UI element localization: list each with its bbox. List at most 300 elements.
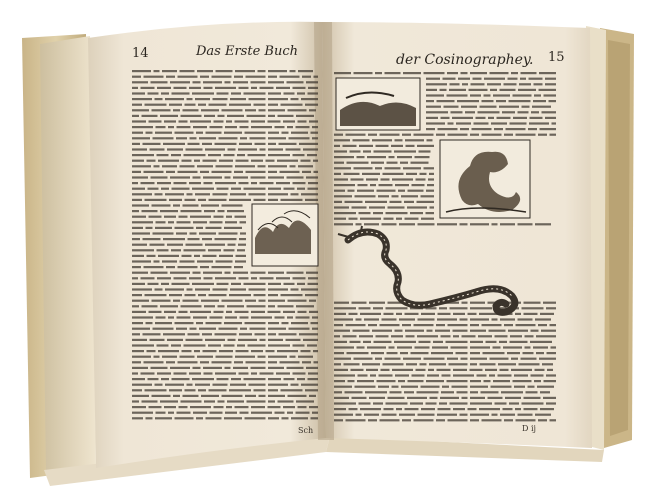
text-line-segment	[309, 406, 318, 408]
text-line-segment	[251, 120, 265, 122]
text-line-segment	[420, 173, 427, 175]
text-line-segment	[334, 369, 348, 371]
text-line-segment	[359, 335, 373, 337]
text-line-segment	[523, 352, 534, 354]
text-line-segment	[194, 350, 200, 352]
text-line-segment	[193, 316, 207, 318]
text-line-segment	[201, 204, 219, 206]
text-line-segment	[487, 83, 501, 85]
text-line-segment	[132, 266, 141, 268]
text-line-segment	[268, 272, 284, 274]
text-line-segment	[545, 83, 556, 85]
text-line-segment	[334, 139, 350, 141]
text-line-segment	[287, 412, 293, 414]
text-line-segment	[132, 311, 146, 313]
text-line-segment	[244, 92, 266, 94]
text-line-segment	[173, 395, 180, 397]
text-line-segment	[235, 356, 255, 358]
text-line-segment	[275, 316, 285, 318]
text-line-segment	[226, 120, 232, 122]
text-line-segment	[132, 244, 147, 246]
text-line-segment	[203, 160, 217, 162]
text-line-segment	[375, 358, 382, 360]
text-line-segment	[514, 374, 528, 376]
text-line-segment	[251, 81, 266, 83]
text-line-segment	[239, 182, 249, 184]
text-line-segment	[421, 408, 435, 410]
text-line-segment	[334, 414, 353, 416]
text-line-segment	[437, 369, 451, 371]
text-line-segment	[175, 132, 194, 134]
text-line-segment	[407, 206, 427, 208]
text-line-segment	[210, 316, 223, 318]
text-line-segment	[416, 178, 426, 180]
text-line-segment	[418, 318, 435, 320]
text-line-segment	[147, 255, 156, 257]
text-line-segment	[365, 201, 387, 203]
text-line-segment	[426, 94, 444, 96]
text-line-segment	[351, 178, 364, 180]
text-line-segment	[165, 288, 184, 290]
text-line-segment	[215, 182, 236, 184]
text-line-segment	[490, 72, 509, 74]
text-line-segment	[193, 126, 207, 128]
text-line-segment	[334, 218, 346, 220]
text-line-segment	[234, 266, 243, 268]
text-line-segment	[441, 391, 454, 393]
text-line-segment	[249, 98, 266, 100]
text-line-segment	[206, 132, 222, 134]
text-line-segment	[154, 356, 160, 358]
text-line-segment	[410, 212, 423, 214]
text-line-segment	[251, 160, 263, 162]
text-line-segment	[132, 238, 140, 240]
text-line-segment	[436, 134, 445, 136]
text-line-segment	[334, 190, 345, 192]
text-line-segment	[305, 294, 318, 296]
text-line-segment	[334, 386, 352, 388]
text-line-segment	[368, 134, 377, 136]
text-line-segment	[488, 117, 494, 119]
text-line-segment	[240, 126, 249, 128]
text-line-segment	[457, 100, 479, 102]
text-line-segment	[303, 339, 318, 341]
text-line-segment	[373, 307, 383, 309]
text-line-segment	[141, 182, 155, 184]
text-line-segment	[185, 104, 196, 106]
text-line-segment	[334, 72, 351, 74]
text-line-segment	[312, 137, 318, 139]
text-line-segment	[163, 143, 185, 145]
text-line-segment	[348, 190, 355, 192]
text-line-segment	[442, 386, 449, 388]
text-line-segment	[439, 402, 447, 404]
text-line-segment	[551, 346, 557, 348]
text-line-segment	[266, 160, 275, 162]
text-line-segment	[240, 137, 247, 139]
text-line-segment	[509, 100, 531, 102]
text-line-segment	[146, 417, 153, 419]
text-line-segment	[168, 221, 174, 223]
text-line-segment	[412, 184, 425, 186]
text-line-segment	[198, 389, 206, 391]
text-line-segment	[167, 148, 183, 150]
text-line-segment	[204, 182, 213, 184]
text-line-segment	[437, 318, 457, 320]
text-line-segment	[251, 87, 257, 89]
text-line-segment	[198, 294, 206, 296]
text-line-segment	[486, 341, 497, 343]
text-line-segment	[132, 81, 148, 83]
text-line-segment	[150, 244, 165, 246]
text-line-segment	[286, 339, 301, 341]
text-line-segment	[151, 367, 168, 369]
text-line-segment	[227, 400, 244, 402]
text-line-segment	[132, 361, 141, 363]
text-line-segment	[297, 283, 305, 285]
text-line-segment	[172, 283, 190, 285]
text-line-segment	[278, 115, 294, 117]
text-line-segment	[306, 367, 318, 369]
text-line-segment	[311, 132, 319, 134]
text-line-segment	[268, 356, 287, 358]
text-line-segment	[132, 305, 139, 307]
text-line-segment	[277, 160, 298, 162]
text-line-segment	[145, 104, 167, 106]
text-line-segment	[201, 109, 219, 111]
text-line-segment	[424, 167, 435, 169]
text-line-segment	[268, 406, 281, 408]
text-line-segment	[495, 402, 507, 404]
text-line-segment	[206, 227, 222, 229]
text-line-segment	[309, 395, 316, 397]
text-line-segment	[132, 384, 152, 386]
text-line-segment	[250, 328, 266, 330]
text-line-segment	[132, 98, 152, 100]
text-line-segment	[190, 406, 211, 408]
text-line-segment	[402, 419, 411, 421]
text-line-segment	[522, 402, 544, 404]
text-line-segment	[268, 171, 277, 173]
text-line-segment	[482, 100, 494, 102]
text-line-segment	[400, 162, 408, 164]
text-line-segment	[187, 98, 193, 100]
text-line-segment	[132, 417, 143, 419]
text-line-segment	[484, 94, 491, 96]
text-line-segment	[524, 313, 538, 315]
text-line-segment	[378, 195, 389, 197]
text-line-segment	[249, 193, 266, 195]
text-line-segment	[498, 374, 512, 376]
text-line-segment	[552, 122, 557, 124]
text-line-segment	[293, 277, 306, 279]
text-line-segment	[146, 227, 153, 229]
text-line-segment	[157, 87, 171, 89]
text-line-segment	[244, 283, 266, 285]
text-line-segment	[188, 238, 200, 240]
text-line-segment	[538, 134, 547, 136]
text-line-segment	[208, 154, 221, 156]
text-line-segment	[379, 184, 393, 186]
text-line-segment	[502, 111, 515, 113]
text-line-segment	[533, 100, 546, 102]
text-line-segment	[268, 193, 288, 195]
text-line-segment	[539, 72, 556, 74]
text-line-segment	[482, 324, 502, 326]
text-line-segment	[146, 132, 153, 134]
text-line-segment	[132, 412, 153, 414]
text-line-segment	[268, 120, 281, 122]
text-line-segment	[151, 81, 168, 83]
text-line-segment	[392, 369, 413, 371]
text-line-segment	[282, 132, 289, 134]
text-line-segment	[225, 81, 231, 83]
text-line-segment	[180, 260, 195, 262]
text-line-segment	[268, 104, 278, 106]
text-line-segment	[293, 87, 306, 89]
text-line-segment	[428, 178, 434, 180]
text-line-segment	[396, 218, 402, 220]
text-line-segment	[268, 98, 288, 100]
text-line-segment	[405, 408, 419, 410]
text-line-segment	[489, 330, 506, 332]
text-line-segment	[259, 395, 266, 397]
text-line-segment	[215, 143, 237, 145]
text-line-segment	[350, 150, 361, 152]
text-line-segment	[447, 380, 468, 382]
text-line-segment	[181, 210, 202, 212]
text-line-segment	[346, 419, 366, 421]
text-line-segment	[246, 361, 266, 363]
text-line-segment	[224, 249, 235, 251]
text-line-segment	[132, 115, 139, 117]
text-line-segment	[204, 87, 213, 89]
text-line-segment	[214, 120, 224, 122]
text-line-segment	[199, 137, 216, 139]
text-line-segment	[515, 313, 521, 315]
text-line-segment	[132, 232, 150, 234]
text-line-segment	[251, 311, 265, 313]
text-line-segment	[441, 117, 450, 119]
text-line-segment	[305, 104, 318, 106]
text-line-segment	[222, 109, 243, 111]
text-line-segment	[426, 106, 441, 108]
text-line-segment	[291, 132, 308, 134]
text-line-segment	[291, 98, 299, 100]
text-line-segment	[414, 134, 434, 136]
text-line-segment	[509, 402, 519, 404]
text-line-segment	[279, 333, 297, 335]
text-line-segment	[132, 216, 146, 218]
text-line-segment	[189, 372, 201, 374]
text-line-segment	[276, 87, 290, 89]
text-line-segment	[203, 255, 217, 257]
text-line-segment	[479, 408, 500, 410]
text-line-segment	[371, 162, 384, 164]
text-line-segment	[456, 122, 471, 124]
text-line-segment	[162, 260, 177, 262]
text-line-segment	[460, 318, 468, 320]
text-line-segment	[268, 92, 281, 94]
text-line-segment	[398, 380, 405, 382]
text-line-segment	[426, 78, 440, 80]
text-line-segment	[364, 414, 379, 416]
text-line-segment	[237, 344, 245, 346]
text-line-segment	[497, 117, 511, 119]
text-line-segment	[281, 294, 303, 296]
text-line-segment	[186, 339, 203, 341]
text-line-segment	[334, 145, 340, 147]
text-line-segment	[308, 283, 319, 285]
text-line-segment	[453, 374, 474, 376]
text-line-segment	[451, 346, 468, 348]
text-line-segment	[470, 352, 480, 354]
text-line-segment	[364, 223, 379, 225]
text-line-segment	[291, 193, 299, 195]
text-line-segment	[372, 139, 392, 141]
text-line-segment	[174, 182, 187, 184]
text-line-segment	[259, 109, 266, 111]
text-line-segment	[212, 266, 232, 268]
text-line-segment	[312, 126, 318, 128]
text-line-segment	[268, 132, 279, 134]
text-line-segment	[470, 302, 485, 304]
text-line-segment	[334, 419, 343, 421]
text-line-segment	[169, 104, 182, 106]
text-line-segment	[281, 104, 303, 106]
text-line-segment	[349, 313, 358, 315]
text-line-segment	[169, 389, 182, 391]
text-line-segment	[197, 70, 213, 72]
text-line-segment	[204, 305, 215, 307]
text-line-segment	[155, 193, 163, 195]
text-line-segment	[157, 277, 171, 279]
text-line-segment	[513, 380, 532, 382]
text-line-segment	[298, 356, 313, 358]
text-line-segment	[386, 212, 408, 214]
text-line-segment	[235, 120, 249, 122]
text-line-segment	[344, 363, 360, 365]
text-line-segment	[236, 350, 249, 352]
text-line-segment	[472, 128, 492, 130]
text-line-segment	[229, 199, 251, 201]
text-line-segment	[249, 288, 266, 290]
text-line-segment	[254, 389, 266, 391]
text-line-segment	[258, 165, 266, 167]
text-line-segment	[201, 300, 219, 302]
text-line-segment	[334, 408, 346, 410]
text-line-segment	[359, 307, 371, 309]
text-line-segment	[460, 223, 468, 225]
text-line-segment	[543, 302, 556, 304]
text-line-segment	[347, 162, 369, 164]
text-line-segment	[157, 182, 171, 184]
text-line-segment	[431, 352, 453, 354]
text-line-segment	[132, 378, 145, 380]
text-line-segment	[301, 193, 318, 195]
text-line-segment	[418, 223, 435, 225]
text-line-segment	[212, 361, 232, 363]
text-line-segment	[230, 98, 246, 100]
text-line-segment	[390, 391, 402, 393]
text-line-segment	[168, 412, 174, 414]
text-line-segment	[268, 137, 286, 139]
text-line-segment	[165, 98, 184, 100]
text-line-segment	[251, 272, 266, 274]
text-line-segment	[493, 94, 510, 96]
text-line-segment	[204, 277, 213, 279]
text-line-segment	[481, 391, 499, 393]
text-line-segment	[245, 322, 266, 324]
text-line-segment	[245, 395, 256, 397]
text-line-segment	[162, 356, 177, 358]
text-line-segment	[508, 330, 528, 332]
text-line-segment	[369, 397, 385, 399]
text-line-segment	[132, 227, 143, 229]
text-line-segment	[276, 182, 290, 184]
text-line-segment	[541, 330, 556, 332]
text-line-segment	[524, 302, 541, 304]
text-line-segment	[166, 266, 175, 268]
text-line-segment	[417, 201, 435, 203]
text-line-segment	[132, 87, 138, 89]
text-line-segment	[380, 134, 400, 136]
text-line-segment	[334, 206, 349, 208]
text-line-segment	[209, 389, 227, 391]
text-line-segment	[192, 378, 214, 380]
text-line-segment	[343, 145, 357, 147]
text-line-segment	[225, 316, 237, 318]
text-line-segment	[245, 300, 256, 302]
text-line-segment	[478, 335, 492, 337]
text-line-segment	[312, 412, 318, 414]
text-line-segment	[182, 255, 192, 257]
text-line-segment	[240, 221, 247, 223]
text-line-segment	[436, 419, 445, 421]
text-line-segment	[214, 406, 224, 408]
text-line-segment	[359, 402, 371, 404]
text-line-segment	[177, 126, 191, 128]
text-line-segment	[132, 70, 151, 72]
text-line-segment	[386, 402, 408, 404]
text-line-segment	[162, 70, 177, 72]
text-line-segment	[453, 369, 467, 371]
text-line-segment	[390, 201, 402, 203]
text-line-segment	[132, 171, 141, 173]
text-line-segment	[166, 76, 175, 78]
text-line-segment	[206, 322, 222, 324]
text-line-segment	[132, 76, 141, 78]
text-line-segment	[228, 148, 236, 150]
text-line-segment	[307, 154, 317, 156]
right-page-number: 15	[548, 50, 565, 65]
text-line-segment	[426, 89, 437, 91]
text-line-segment	[151, 272, 168, 274]
text-line-segment	[237, 249, 245, 251]
text-line-segment	[470, 72, 487, 74]
text-line-segment	[516, 419, 536, 421]
text-line-segment	[373, 402, 383, 404]
text-line-segment	[238, 244, 246, 246]
text-line-segment	[297, 378, 305, 380]
text-line-segment	[468, 408, 477, 410]
text-line-segment	[231, 378, 241, 380]
text-line-segment	[471, 83, 485, 85]
text-line-segment	[394, 150, 416, 152]
text-line-segment	[437, 223, 457, 225]
text-line-segment	[532, 106, 551, 108]
text-line-segment	[363, 150, 371, 152]
